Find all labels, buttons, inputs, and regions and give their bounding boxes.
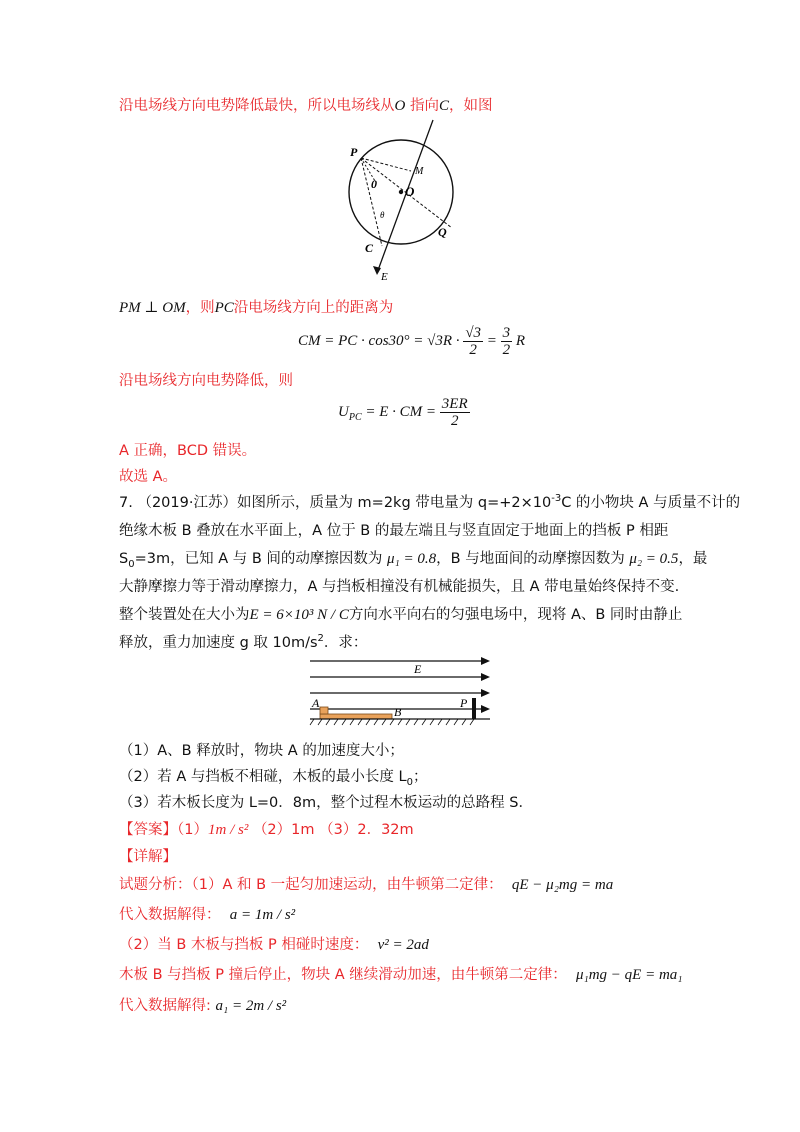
text: S xyxy=(119,551,129,567)
block-A xyxy=(320,707,328,714)
label-E: E xyxy=(414,662,422,676)
detail-line-4 xyxy=(119,965,683,985)
eq-part: = xyxy=(486,332,497,349)
detail-line-2 xyxy=(119,905,295,925)
math-eq-2: a = 1m / s² xyxy=(229,907,296,923)
math-O: O xyxy=(394,98,406,114)
text: 方向水平向右的匀强电场中，现将 A、B 同时由静止 xyxy=(348,607,683,623)
text: 沿电场线方向电势降低最快，所以电场线从 xyxy=(119,98,395,114)
arrow-head xyxy=(481,673,490,681)
text: （2）当 B 木板与挡板 P 相碰时速度： xyxy=(119,937,369,953)
arrow-head xyxy=(481,705,490,713)
text: 整个装置处在大小为 xyxy=(119,607,250,623)
eq-part: U xyxy=(338,403,349,420)
q7-line-5 xyxy=(119,605,682,625)
conclusion-2: 故选 A。 xyxy=(119,469,178,485)
label-P: P xyxy=(350,145,358,159)
math-eq-5: a₁ = 2m / s² xyxy=(215,998,287,1014)
fraction xyxy=(501,325,513,358)
math-eq-3: v² = 2ad xyxy=(377,937,429,953)
q7-line-3 xyxy=(119,549,707,569)
detail-line-5 xyxy=(119,996,286,1016)
denominator: 2 xyxy=(469,342,477,358)
board-B xyxy=(320,714,392,719)
dashed-PM xyxy=(361,158,411,171)
conclusion-1: A 正确，BCD 错误。 xyxy=(119,443,257,459)
arrow-head xyxy=(481,689,490,697)
board-field-diagram xyxy=(308,653,498,733)
equation-CM xyxy=(298,325,525,358)
eq-part: CM = PC · cos30° = xyxy=(298,332,428,349)
answer-tag: 【答案】 xyxy=(119,822,177,838)
ground-hatch xyxy=(310,719,474,725)
text: 试题分析：（1）A 和 B 一起匀加速运动，由牛顿第二定律： xyxy=(119,877,503,893)
q7-line-1 xyxy=(119,493,740,513)
text: 代入数据解得： xyxy=(119,907,221,923)
numerator: √3 xyxy=(465,325,482,341)
q7-sub-1: （1）A、B 释放时，物块 A 的加速度大小； xyxy=(119,743,404,759)
detail-line-3 xyxy=(119,935,429,955)
text: 释放，重力加速度 g 取 10m/s xyxy=(119,635,318,651)
label-C: C xyxy=(365,241,374,255)
circle-field-diagram xyxy=(335,118,465,283)
denominator: 2 xyxy=(450,413,459,429)
arrow-head-E xyxy=(373,266,381,275)
math-eq-1: qE − μ₂mg = ma xyxy=(511,877,614,893)
eq-part: R xyxy=(515,332,526,349)
numerator: 3ER xyxy=(441,396,468,412)
detail-tag: 【详解】 xyxy=(119,849,177,865)
numerator: 3 xyxy=(502,325,511,341)
text: 木板 B 与挡板 P 撞后停止，物块 A 继续滑动加速，由牛顿第二定律： xyxy=(119,967,567,983)
math-eq-4: μ₁mg − qE = ma₁ xyxy=(575,967,683,983)
subscript: PC xyxy=(348,411,362,423)
text: C 的小物块 A 与质量不计的 xyxy=(561,495,741,511)
math-mu1: μ₁ = 0.8 xyxy=(387,551,437,567)
label-A: A xyxy=(312,696,320,710)
superscript: 2 xyxy=(317,633,324,645)
label-O: O xyxy=(405,184,415,199)
equation-UPC xyxy=(338,396,470,429)
label-Q: Q xyxy=(438,225,447,239)
subscript: 0 xyxy=(406,776,413,788)
text: ； xyxy=(412,769,428,785)
text: =3m，已知 A 与 B 间的动摩擦因数为 xyxy=(134,551,383,567)
subscript: 0 xyxy=(128,558,135,570)
label-M: M xyxy=(415,166,424,177)
barrier-P xyxy=(472,698,476,719)
text: 沿电场线方向上的距离为 xyxy=(233,300,394,316)
math-C: C xyxy=(438,98,449,114)
label-zero: 0 xyxy=(371,177,377,191)
label-P: P xyxy=(460,696,468,710)
arrow-head xyxy=(481,657,490,665)
math-perp: PM ⊥ OM xyxy=(119,300,186,316)
math-PC: PC xyxy=(214,300,234,316)
math-mu2: μ₂ = 0.5 xyxy=(629,551,679,567)
q7-sub-3: （3）若木板长度为 L=0．8m，整个过程木板运动的总路程 S． xyxy=(119,795,533,811)
q7-sub-2 xyxy=(119,767,427,787)
label-B: B xyxy=(394,705,402,719)
fraction xyxy=(463,325,483,358)
text-line-perp xyxy=(119,298,393,318)
text: ，则 xyxy=(185,300,215,316)
text: ，最 xyxy=(678,551,708,567)
eq-part: = E · CM = xyxy=(361,403,440,420)
q7-line-6 xyxy=(119,633,367,653)
eq-part: R · xyxy=(442,332,460,349)
text: 7. （2019·江苏）如图所示，质量为 m=2kg 带电量为 q=+2×10 xyxy=(119,495,552,511)
denominator: 2 xyxy=(502,342,511,358)
math-answer-1: 1m / s² xyxy=(207,822,249,838)
eq-part: √3 xyxy=(427,332,443,349)
text: （1） xyxy=(177,822,208,838)
text: ．求： xyxy=(323,635,368,651)
text-line-drop: 沿电场线方向电势降低，则 xyxy=(119,373,293,389)
center-dot xyxy=(399,190,403,194)
math-E: E = 6×10³ N / C xyxy=(249,607,349,623)
text: ，如图 xyxy=(448,98,493,114)
text-line-field-direction xyxy=(119,96,492,116)
q7-line-4: 大静摩擦力等于滑动摩擦力，A 与挡板相撞没有机械能损失，且 A 带电量始终保持不变. xyxy=(119,579,680,595)
q7-line-2: 绝缘木板 B 叠放在水平面上，A 位于 B 的最左端且与竖直固定于地面上的挡板 P 相距 xyxy=(119,523,669,539)
label-theta: θ xyxy=(380,210,385,220)
text: 指向 xyxy=(405,98,439,114)
text: ，B 与地面间的动摩擦因数为 xyxy=(436,551,625,567)
text: 代入数据解得: xyxy=(119,998,211,1014)
fraction xyxy=(440,396,470,429)
text: （2）1m （3）2．32m xyxy=(252,822,414,838)
detail-line-1 xyxy=(119,875,613,895)
label-E: E xyxy=(381,271,388,283)
text: （2）若 A 与挡板不相碰，木板的最小长度 L xyxy=(119,769,407,785)
answer-line xyxy=(119,820,414,840)
superscript: -3 xyxy=(551,493,562,505)
